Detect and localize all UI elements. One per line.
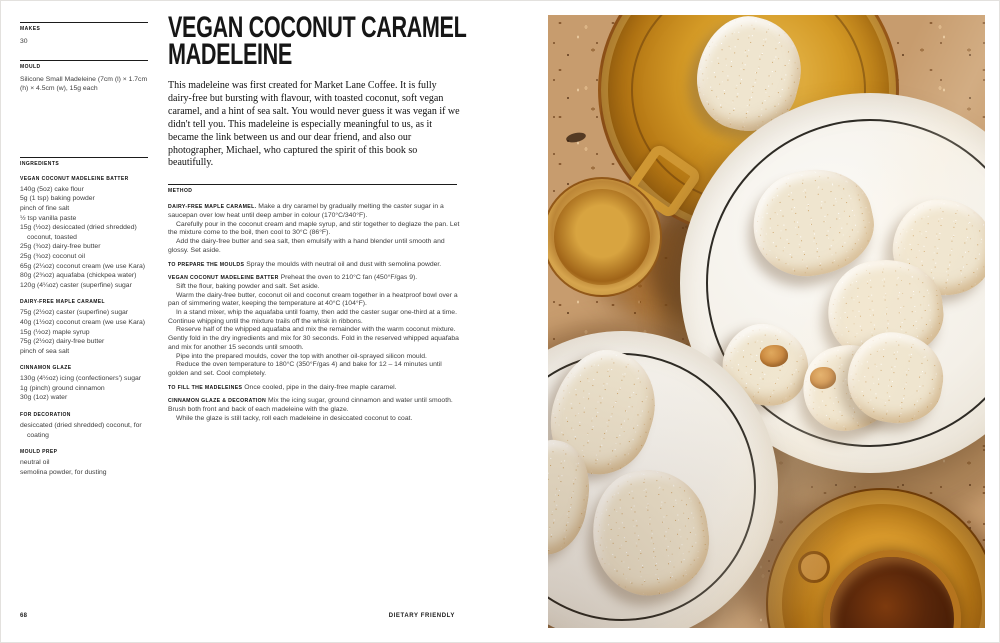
recipe-title-line1: VEGAN COCONUT CARAMEL (168, 11, 467, 44)
method-paragraph: In a stand mixer, whip the aquafaba until foamy, then add the caster sugar one-third at a time. Continue whipping until the mixture trails off the whisk in ribbons. (168, 309, 457, 325)
ingredient-item: 140g (5oz) cake flour (20, 185, 84, 193)
ingredient-item: 130g (4½oz) icing (confectioners') sugar (20, 375, 142, 383)
mould-label: MOULD (20, 60, 148, 70)
ingredient-group-mould-prep (20, 449, 148, 477)
method-step-heading: DAIRY-FREE MAPLE CARAMEL. (168, 204, 257, 211)
ingredient-group-heading: VEGAN COCONUT MADELEINE BATTER (20, 175, 129, 182)
method-step-fill (168, 384, 460, 393)
ingredient-item: 15g (½oz) maple syrup (20, 328, 90, 336)
chapter-name: DIETARY FRIENDLY (388, 613, 455, 619)
method-paragraph (168, 274, 460, 283)
method-paragraph: Reduce the oven temperature to 180°C (350°F/gas 4) and bake for 12 – 14 minutes until golden and set. Cool completely. (168, 361, 442, 377)
ingredient-item: 30g (1oz) water (20, 394, 68, 402)
method-paragraph: Add the dairy-free butter and sea salt, then emulsify with a hand blender until smooth and glossy. Set aside. (168, 238, 445, 254)
makes-block (20, 22, 148, 47)
method-step-heading: TO FILL THE MADELEINES (168, 384, 243, 391)
method-paragraph (168, 384, 460, 393)
method-paragraph (168, 261, 460, 270)
mould-value: Silicone Small Madeleine (7cm (l) × 1.7cm (h) × 4.5cm (w), 15g each (20, 75, 148, 93)
ingredient-group-heading: DAIRY-FREE MAPLE CARAMEL (20, 299, 105, 306)
recipe-title (168, 11, 467, 71)
method-paragraph: While the glaze is still tacky, roll each madeleine in desiccated coconut to coat. (176, 414, 413, 422)
ingredient-item: semolina powder, for dusting (20, 468, 107, 476)
ingredient-item: 1g (pinch) ground cinnamon (20, 384, 105, 392)
ingredients-block (20, 157, 148, 478)
makes-label: MAKES (20, 22, 148, 32)
ingredient-item: 120g (4¼oz) caster (superfine) sugar (20, 281, 132, 289)
method-step-heading: CINNAMON GLAZE & DECORATION (168, 398, 267, 405)
method-paragraph: Warm the dairy-free butter, coconut oil and coconut cream together in a heatproof bowl over a pan of simmering water, keeping the temperature at 40°C (104°F). (168, 291, 458, 308)
ingredient-item: 15g (½oz) desiccated (dried shredded) coconut, toasted (20, 224, 137, 241)
method-step-heading: TO PREPARE THE MOULDS (168, 261, 245, 268)
page-number: 68 (20, 613, 28, 619)
method-text: Spray the moulds with neutral oil and dust with semolina powder. (246, 260, 442, 268)
ingredient-item: 25g (¾oz) coconut oil (20, 252, 85, 260)
method-paragraph: Sift the flour, baking powder and salt. Set aside. (176, 282, 320, 290)
ingredient-item: ½ tsp vanilla paste (20, 214, 77, 222)
ingredient-group-caramel (20, 299, 148, 356)
ingredient-group-heading: CINNAMON GLAZE (20, 365, 72, 372)
ingredient-item: 80g (2¾oz) aquafaba (chickpea water) (20, 272, 137, 280)
method-paragraph: Pipe into the prepared moulds, cover the top with another oil-sprayed silicon mould. (176, 352, 427, 360)
recipe-intro: This madeleine was first created for Market Lane Coffee. It is fully dairy-free but bursting with flavour, with toasted coconut, soft vegan caramel, and a hint of sea salt. You would never guess it was vegan if we didn't tell you. This madeleine is especially meaningful to us, as it became the link between us and our dear friend, and also our photographer, Michael, who captured the spirit of this book so beautifully. (168, 80, 460, 169)
method-text: Preheat the oven to 210°C fan (450°F/gas 9). (280, 274, 418, 282)
method-step-heading: VEGAN COCONUT MADELEINE BATTER (168, 275, 279, 282)
ingredient-item: desiccated (dried shredded) coconut, for coating (20, 422, 142, 439)
method-text: Mix the icing sugar, ground cinnamon and water until smooth. Brush both front and back of each madeleine with the glaze. (168, 397, 453, 414)
method-text: Once cooled, pipe in the dairy-free maple caramel. (244, 383, 397, 391)
recipe-title-line2: MADELEINE (168, 38, 292, 71)
method-label: METHOD (168, 184, 457, 194)
mould-block (20, 60, 148, 94)
ingredient-group-heading: FOR DECORATION (20, 412, 71, 419)
ingredient-group-glaze (20, 365, 148, 403)
method-step-glaze-decoration (168, 397, 460, 423)
ingredient-item: neutral oil (20, 459, 50, 467)
ingredient-group-heading: MOULD PREP (20, 449, 58, 456)
recipe-main-column (168, 11, 467, 429)
ingredient-group-decoration (20, 412, 148, 440)
method-paragraph (168, 203, 460, 220)
ingredient-group-batter (20, 176, 148, 291)
method-text: Make a dry caramel by gradually melting the caster sugar in a saucepan over low heat until deep amber in colour (170°C/340°F). (168, 203, 444, 220)
method-step-caramel (168, 203, 460, 255)
recipe-photo (548, 15, 985, 628)
ingredient-item: pinch of sea salt (20, 347, 70, 355)
ingredient-item: 65g (2¼oz) coconut cream (we use Kara) (20, 262, 146, 270)
ingredient-item: 75g (2½oz) caster (superfine) sugar (20, 309, 129, 317)
ingredient-item: 40g (1½oz) coconut cream (we use Kara) (20, 318, 146, 326)
method-paragraph: Reserve half of the whipped aquafaba and mix the remainder with the warm coconut mixture. Gently fold in the dry ingredients and mix for 30 seconds. Fold in the reserved whipped aquafaba and mix for another 15 seconds until smooth. (168, 326, 459, 351)
sunlight-glare (548, 15, 985, 628)
makes-value: 30 (20, 38, 28, 45)
ingredient-item: 5g (1 tsp) baking powder (20, 195, 95, 203)
method-paragraph: Carefully pour in the coconut cream and maple syrup, and stir together to deglaze the pan. Let the mixture come to the boil, then cool to 30°C (86°F). (168, 220, 460, 237)
method-paragraph (168, 397, 460, 414)
recipe-sidebar (20, 22, 148, 477)
ingredient-item: 25g (¾oz) dairy-free butter (20, 243, 101, 251)
ingredients-label: INGREDIENTS (20, 157, 148, 167)
ingredient-item: 75g (2½oz) dairy-free butter (20, 338, 105, 346)
method-step-batter (168, 274, 460, 378)
ingredient-item: pinch of fine salt (20, 204, 70, 212)
method-step-prepare-moulds (168, 261, 460, 270)
